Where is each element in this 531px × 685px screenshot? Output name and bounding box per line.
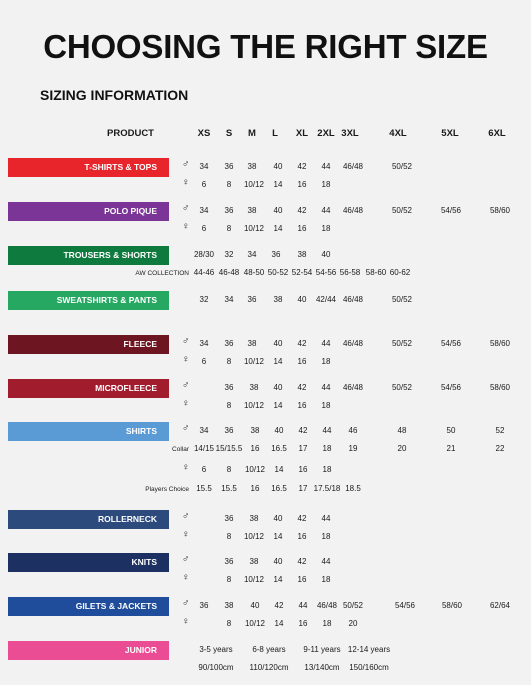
- size-value: 8: [226, 357, 232, 366]
- size-value: 48-50: [243, 268, 265, 277]
- size-value: 54/56: [394, 601, 416, 610]
- size-value: 18: [321, 532, 331, 541]
- size-value: 44: [321, 339, 331, 348]
- size-value: 44: [321, 514, 331, 523]
- size-value: 44: [321, 162, 331, 171]
- male-symbol-icon: ♂: [182, 598, 190, 609]
- size-value: 22: [495, 444, 505, 453]
- size-value: 50/52: [391, 339, 413, 348]
- size-value: 20: [348, 619, 358, 628]
- size-value: 52: [495, 426, 505, 435]
- size-value: 10/12: [244, 465, 266, 474]
- size-value: 17: [298, 484, 308, 493]
- product-column-header: PRODUCT: [107, 128, 154, 139]
- size-value: 14/15: [193, 444, 215, 453]
- size-value: 18: [321, 224, 331, 233]
- size-value: 52-54: [291, 268, 313, 277]
- size-value: 150/160cm: [349, 663, 389, 672]
- size-value: 42: [274, 601, 284, 610]
- size-value: 36: [224, 206, 234, 215]
- size-value: 38: [224, 601, 234, 610]
- category-bar-junior: JUNIOR: [8, 641, 169, 660]
- female-symbol-icon: ♀: [182, 221, 190, 232]
- size-value: 56-58: [339, 268, 361, 277]
- category-bar-microfleece: MICROFLEECE: [8, 379, 169, 398]
- size-value: 44: [321, 557, 331, 566]
- size-header-4xl: 4XL: [389, 128, 407, 139]
- size-value: 34: [247, 250, 257, 259]
- size-value: 38: [297, 250, 307, 259]
- category-bar-gilets-jackets: GILETS & JACKETS: [8, 597, 169, 616]
- size-value: 40: [297, 295, 307, 304]
- size-value: 48: [397, 426, 407, 435]
- size-value: 14: [274, 465, 284, 474]
- size-value: 16: [250, 444, 260, 453]
- size-value: 18: [321, 357, 331, 366]
- row-label: Players Choice: [145, 486, 189, 493]
- size-value: 62/64: [489, 601, 511, 610]
- size-value: 18.5: [345, 484, 361, 493]
- female-symbol-icon: ♀: [182, 177, 190, 188]
- size-value: 42: [297, 557, 307, 566]
- category-bar-sweatshirts-pants: SWEATSHIRTS & PANTS: [8, 291, 169, 310]
- male-symbol-icon: ♂: [182, 423, 190, 434]
- size-value: 36: [224, 426, 234, 435]
- size-value: 44: [298, 601, 308, 610]
- category-bar-shirts: SHIRTS: [8, 422, 169, 441]
- size-value: 16.5: [271, 444, 287, 453]
- size-value: 38: [273, 295, 283, 304]
- size-value: 38: [249, 383, 259, 392]
- size-header-s: S: [225, 128, 233, 139]
- size-value: 40: [273, 383, 283, 392]
- size-value: 36: [224, 339, 234, 348]
- size-value: 17.5/18: [313, 484, 341, 493]
- male-symbol-icon: ♂: [182, 336, 190, 347]
- size-value: 3-5 years: [199, 645, 233, 654]
- size-value: 18: [322, 444, 332, 453]
- size-value: 46/48: [342, 295, 364, 304]
- size-value: 54/56: [440, 206, 462, 215]
- size-value: 16.5: [271, 484, 287, 493]
- category-bar-polo-pique: POLO PIQUE: [8, 202, 169, 221]
- size-value: 38: [250, 426, 260, 435]
- size-value: 40: [273, 206, 283, 215]
- female-symbol-icon: ♀: [182, 529, 190, 540]
- size-value: 50-52: [267, 268, 289, 277]
- size-header-m: M: [248, 128, 256, 139]
- category-bar-rollerneck: ROLLERNECK: [8, 510, 169, 529]
- size-value: 54-56: [315, 268, 337, 277]
- size-value: 18: [322, 619, 332, 628]
- size-value: 18: [321, 401, 331, 410]
- size-value: 34: [199, 162, 209, 171]
- size-value: 50/52: [391, 162, 413, 171]
- size-value: 16: [297, 575, 307, 584]
- category-bar-knits: KNITS: [8, 553, 169, 572]
- size-value: 18: [321, 575, 331, 584]
- size-value: 18: [322, 465, 332, 474]
- size-value: 46-48: [218, 268, 240, 277]
- size-value: 42: [298, 426, 308, 435]
- female-symbol-icon: ♀: [182, 616, 190, 627]
- size-value: 50/52: [342, 601, 364, 610]
- size-value: 46/48: [342, 206, 364, 215]
- male-symbol-icon: ♂: [182, 203, 190, 214]
- size-value: 16: [297, 357, 307, 366]
- row-label: AW COLLECTION: [135, 270, 189, 277]
- size-value: 28/30: [193, 250, 215, 259]
- category-bar-trousers-shorts: TROUSERS & SHORTS: [8, 246, 169, 265]
- size-value: 34: [199, 206, 209, 215]
- size-value: 32: [199, 295, 209, 304]
- size-value: 58/60: [489, 339, 511, 348]
- size-value: 44: [321, 206, 331, 215]
- size-value: 46: [348, 426, 358, 435]
- size-value: 8: [226, 401, 232, 410]
- size-value: 58/60: [441, 601, 463, 610]
- size-value: 14: [273, 401, 283, 410]
- male-symbol-icon: ♂: [182, 159, 190, 170]
- size-value: 8: [226, 180, 232, 189]
- size-value: 34: [199, 339, 209, 348]
- size-value: 6-8 years: [252, 645, 286, 654]
- size-value: 42/44: [315, 295, 337, 304]
- size-value: 15.5: [221, 484, 237, 493]
- size-value: 42: [297, 206, 307, 215]
- category-bar-t-shirts-tops: T-SHIRTS & TOPS: [8, 158, 169, 177]
- size-value: 36: [271, 250, 281, 259]
- male-symbol-icon: ♂: [182, 511, 190, 522]
- size-value: 36: [224, 383, 234, 392]
- size-value: 40: [321, 250, 331, 259]
- category-bar-fleece: FLEECE: [8, 335, 169, 354]
- size-value: 38: [249, 557, 259, 566]
- size-value: 110/120cm: [249, 663, 289, 672]
- size-header-3xl: 3XL: [341, 128, 359, 139]
- size-value: 8: [226, 465, 232, 474]
- size-value: 40: [274, 426, 284, 435]
- size-value: 36: [224, 162, 234, 171]
- size-value: 38: [249, 514, 259, 523]
- size-value: 42: [297, 383, 307, 392]
- size-value: 10/12: [243, 357, 265, 366]
- size-value: 44: [322, 426, 332, 435]
- male-symbol-icon: ♂: [182, 554, 190, 565]
- size-value: 10/12: [243, 224, 265, 233]
- section-subtitle: SIZING INFORMATION: [40, 87, 189, 103]
- female-symbol-icon: ♀: [182, 462, 190, 473]
- size-value: 90/100cm: [198, 663, 234, 672]
- size-value: 38: [247, 339, 257, 348]
- size-value: 46/48: [342, 162, 364, 171]
- size-value: 6: [201, 224, 207, 233]
- size-value: 32: [224, 250, 234, 259]
- size-value: 50/52: [391, 206, 413, 215]
- size-value: 14: [273, 532, 283, 541]
- size-value: 16: [297, 180, 307, 189]
- size-header-2xl: 2XL: [317, 128, 335, 139]
- size-value: 50/52: [391, 383, 413, 392]
- female-symbol-icon: ♀: [182, 398, 190, 409]
- size-value: 14: [274, 619, 284, 628]
- size-value: 50/52: [391, 295, 413, 304]
- size-value: 8: [226, 532, 232, 541]
- size-value: 58/60: [489, 383, 511, 392]
- size-value: 15/15.5: [215, 444, 243, 453]
- size-value: 60-62: [389, 268, 411, 277]
- size-value: 6: [201, 180, 207, 189]
- size-value: 58/60: [489, 206, 511, 215]
- size-value: 17: [298, 444, 308, 453]
- size-value: 44: [321, 383, 331, 392]
- size-value: 40: [273, 514, 283, 523]
- size-value: 34: [199, 426, 209, 435]
- size-value: 6: [201, 465, 207, 474]
- size-value: 19: [348, 444, 358, 453]
- size-value: 46/48: [342, 383, 364, 392]
- size-value: 16: [297, 224, 307, 233]
- size-value: 36: [199, 601, 209, 610]
- size-value: 40: [273, 557, 283, 566]
- size-value: 10/12: [243, 401, 265, 410]
- size-value: 16: [298, 465, 308, 474]
- size-value: 16: [250, 484, 260, 493]
- size-value: 8: [226, 575, 232, 584]
- size-value: 36: [224, 514, 234, 523]
- size-value: 42: [297, 162, 307, 171]
- size-value: 14: [273, 357, 283, 366]
- size-value: 18: [321, 180, 331, 189]
- row-label: Collar: [172, 446, 189, 453]
- size-header-l: L: [272, 128, 278, 139]
- size-value: 9-11 years: [303, 645, 341, 654]
- size-value: 40: [273, 162, 283, 171]
- size-value: 6: [201, 357, 207, 366]
- female-symbol-icon: ♀: [182, 572, 190, 583]
- size-value: 16: [298, 619, 308, 628]
- female-symbol-icon: ♀: [182, 354, 190, 365]
- size-value: 38: [247, 162, 257, 171]
- size-value: 12-14 years: [347, 645, 391, 654]
- size-value: 14: [273, 180, 283, 189]
- size-value: 42: [297, 514, 307, 523]
- size-value: 21: [446, 444, 456, 453]
- size-value: 42: [297, 339, 307, 348]
- size-value: 40: [273, 339, 283, 348]
- size-value: 46/48: [342, 339, 364, 348]
- size-value: 15.5: [196, 484, 212, 493]
- size-value: 16: [297, 532, 307, 541]
- size-value: 10/12: [243, 180, 265, 189]
- male-symbol-icon: ♂: [182, 380, 190, 391]
- size-value: 10/12: [243, 532, 265, 541]
- size-value: 36: [247, 295, 257, 304]
- size-header-xs: XS: [197, 128, 211, 139]
- size-value: 44-46: [193, 268, 215, 277]
- size-header-6xl: 6XL: [488, 128, 506, 139]
- size-value: 36: [224, 557, 234, 566]
- size-value: 14: [273, 224, 283, 233]
- size-value: 54/56: [440, 339, 462, 348]
- size-value: 8: [226, 619, 232, 628]
- size-value: 50: [446, 426, 456, 435]
- size-value: 20: [397, 444, 407, 453]
- size-value: 40: [250, 601, 260, 610]
- size-value: 10/12: [243, 575, 265, 584]
- page-title: CHOOSING THE RIGHT SIZE: [43, 28, 488, 65]
- size-value: 10/12: [244, 619, 266, 628]
- size-header-xl: XL: [295, 128, 309, 139]
- size-value: 13/140cm: [304, 663, 340, 672]
- size-value: 34: [224, 295, 234, 304]
- size-value: 46/48: [316, 601, 338, 610]
- size-header-5xl: 5XL: [441, 128, 459, 139]
- size-value: 14: [273, 575, 283, 584]
- size-value: 58-60: [365, 268, 387, 277]
- size-value: 38: [247, 206, 257, 215]
- size-value: 16: [297, 401, 307, 410]
- size-value: 8: [226, 224, 232, 233]
- size-value: 54/56: [440, 383, 462, 392]
